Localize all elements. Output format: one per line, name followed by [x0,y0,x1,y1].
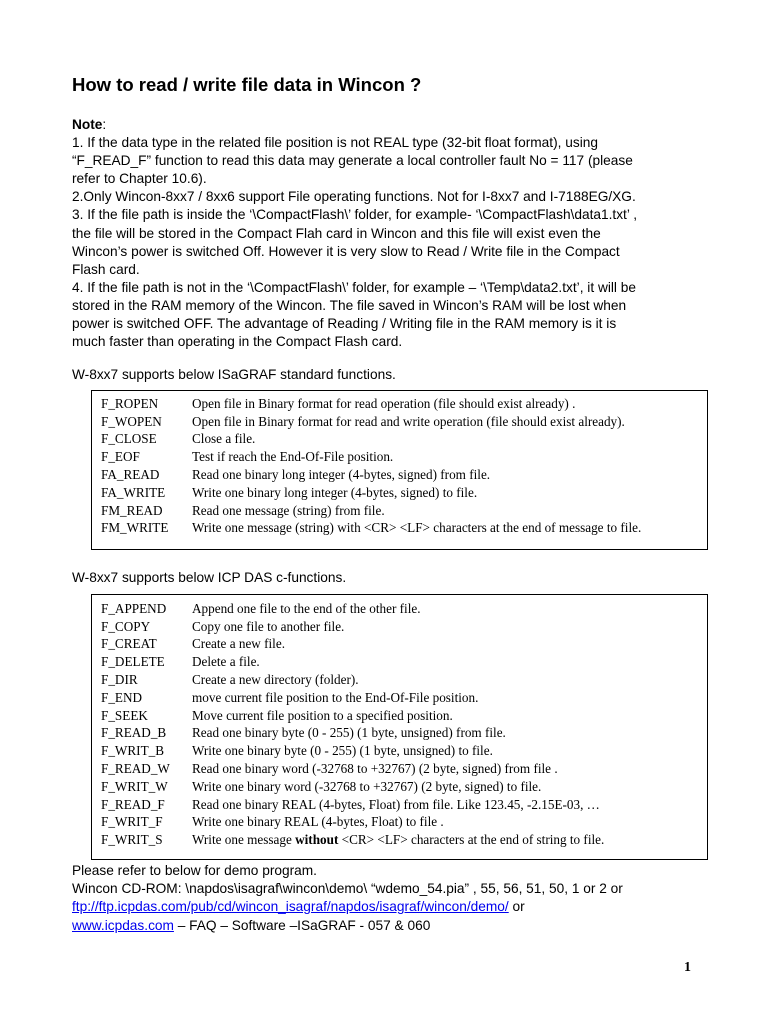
website-link[interactable]: www.icpdas.com [72,917,174,933]
function-name: F_SEEK [101,707,148,723]
function-name: F_APPEND [101,600,167,616]
table-row [101,689,604,707]
page-title: How to read / write file data in Wincon ? [72,74,422,95]
function-name: FA_WRITE [101,484,166,500]
table-row [101,448,641,466]
table-row [101,725,604,743]
note-line: 1. If the data type in the related file position is not REAL type (32-bit float format), using [72,135,598,151]
table-row [101,413,641,431]
function-description: Move current file position to a specified position. [192,707,453,723]
demo-reference [72,862,623,935]
table-row [101,520,641,538]
table-row [101,707,604,725]
function-name: FM_WRITE [101,520,169,536]
isagraf-functions-table [101,395,641,537]
function-description: Read one binary REAL (4-bytes, Float) from file. Like 123.45, -2.15E-03, … [192,796,600,812]
table-row [101,814,604,832]
function-name: F_ROPEN [101,395,159,411]
function-description: Write one binary word (-32768 to +32767) (2 byte, signed) to file. [192,778,542,794]
footer-line: Please refer to below for demo program. [72,863,317,878]
function-description: Close a file. [192,431,256,447]
function-description: Test if reach the End-Of-File position. [192,449,394,465]
function-description: Append one file to the end of the other file. [192,600,421,616]
function-description: Copy one file to another file. [192,618,345,634]
note-line: power is switched OFF. The advantage of Reading / Writing file in the RAM memory is it is [72,316,617,332]
function-name: F_CREAT [101,636,157,652]
function-description: Write one message without <CR> <LF> characters at the end of string to file. [192,832,605,848]
note-line: Flash card. [72,261,140,277]
table-row [101,484,641,502]
function-description: Open file in Binary format for read operation (file should exist already) . [192,395,576,411]
isagraf-functions-box [91,390,708,550]
function-name: F_COPY [101,618,151,634]
function-description: Read one binary word (-32768 to +32767) (2 byte, signed) from file . [192,761,558,777]
function-description: Write one binary byte (0 - 255) (1 byte, unsigned) to file. [192,743,493,759]
table-row [101,502,641,520]
function-name: F_READ_B [101,725,167,741]
note-line: much faster than operating in the Compact Flash card. [72,334,403,350]
function-description: Read one binary long integer (4-bytes, signed) from file. [192,467,491,483]
function-description: move current file position to the End-Of-File position. [192,689,479,705]
table-row [101,395,641,413]
function-name: F_WRIT_S [101,832,163,848]
function-description: Write one message (string) with <CR> <LF> characters at the end of message to file. [192,520,642,536]
table-row [101,778,604,796]
table-row [101,671,604,689]
note-section [72,116,712,351]
table-row [101,600,604,618]
table-row [101,796,604,814]
note-line: “F_READ_F” function to read this data may generate a local controller fault No = 117 (please [72,153,633,169]
table-row [101,431,641,449]
note-line: 4. If the file path is not in the ‘\CompactFlash\’ folder, for example – ‘\Temp\data2.txt’, it will be [72,279,636,295]
note-line: stored in the RAM memory of the Wincon. The file saved in Wincon’s RAM will be lost when [72,297,627,313]
function-name: F_EOF [101,449,140,465]
function-description: Create a new file. [192,636,285,652]
footer-line: ftp://ftp.icpdas.com/pub/cd/wincon_isagraf/napdos/isagraf/wincon/demo/ or [72,899,525,915]
note-line: the file will be stored in the Compact Flah card in Wincon and this file will exist even the [72,225,601,241]
function-name: F_DELETE [101,654,165,670]
table-row [101,831,604,849]
function-description: Write one binary REAL (4-bytes, Float) to file . [192,814,444,830]
table-row [101,760,604,778]
function-name: F_CLOSE [101,431,157,447]
icpdas-functions-table [101,600,604,849]
table-row [101,618,604,636]
function-description: Read one message (string) from file. [192,502,385,518]
note-line: 2.Only Wincon-8xx7 / 8xx6 support File operating functions. Not for I-8xx7 and I-7188EG/XG. [72,189,636,205]
function-name: F_WRIT_F [101,814,163,830]
table-row [101,742,604,760]
note-line: 3. If the file path is inside the ‘\CompactFlash\’ folder, for example- ‘\CompactFlash\data1.txt’ , [72,207,637,223]
function-name: F_READ_F [101,796,165,812]
icpdas-functions-box [91,594,708,860]
function-name: F_WRIT_B [101,743,165,759]
footer-line: Wincon CD-ROM: \napdos\isagraf\wincon\demo\ “wdemo_54.pia” , 55, 56, 51, 50, 1 or 2 or [72,881,623,897]
note-heading: Note: [72,117,107,132]
function-name: FM_READ [101,502,163,518]
function-description: Read one binary byte (0 - 255) (1 byte, unsigned) from file. [192,725,506,741]
function-name: FA_READ [101,467,160,483]
table-row [101,636,604,654]
note-line: refer to Chapter 10.6). [72,171,207,187]
page-number: 1 [684,960,691,975]
function-description: Delete a file. [192,654,260,670]
function-name: F_WOPEN [101,413,162,429]
isagraf-intro: W-8xx7 supports below ISaGRAF standard functions. [72,367,396,382]
table-row [101,653,604,671]
icpdas-intro: W-8xx7 supports below ICP DAS c-functions. [72,570,347,585]
function-description: Create a new directory (folder). [192,672,359,688]
function-name: F_END [101,689,143,705]
ftp-link[interactable]: ftp://ftp.icpdas.com/pub/cd/wincon_isagraf/napdos/isagraf/wincon/demo/ [72,899,509,915]
function-name: F_READ_W [101,761,170,777]
function-description: Write one binary long integer (4-bytes, signed) to file. [192,484,478,500]
function-description: Open file in Binary format for read and write operation (file should exist already). [192,413,625,429]
function-name: F_DIR [101,672,138,688]
table-row [101,466,641,484]
note-line: Wincon’s power is switched Off. However it is very slow to Read / Write file in the Compact [72,243,620,259]
footer-line: www.icpdas.com – FAQ – Software –ISaGRAF - 057 & 060 [72,917,431,933]
function-name: F_WRIT_W [101,778,168,794]
